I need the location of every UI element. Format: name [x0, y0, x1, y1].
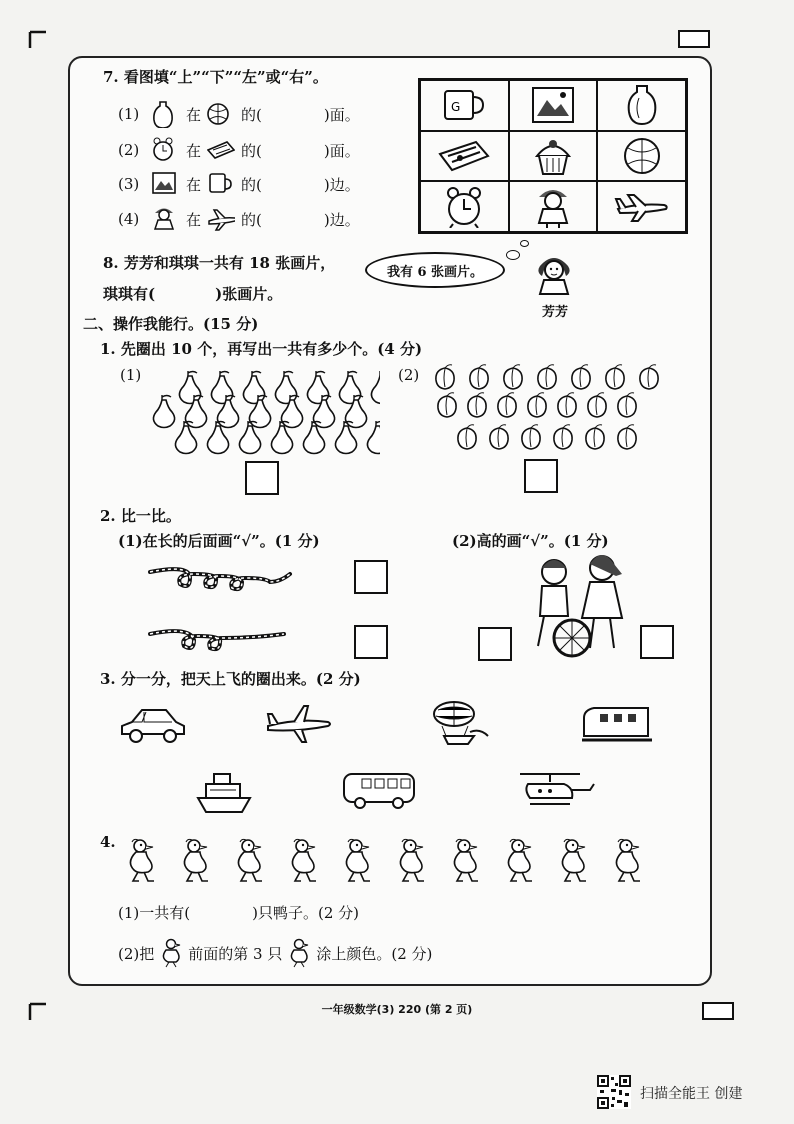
- q7-item-3: [118, 170, 360, 198]
- q8-line2-a: 琪琪有(: [103, 285, 156, 303]
- q7-item-1: [118, 100, 360, 128]
- s2-q1-part2-label: (2): [398, 366, 420, 384]
- long-rope-icon: [148, 558, 308, 594]
- pear-icon[interactable]: [179, 371, 200, 404]
- q7-item-num: (1): [118, 105, 140, 123]
- s2-q1-title: 1. 先圈出 10 个，再写出一共有多少个。(4 分): [100, 340, 423, 358]
- q7-item-num: (2): [118, 141, 140, 159]
- q7-item-zai: 在: [186, 141, 202, 160]
- grid-cell-pencil-case: [420, 131, 509, 182]
- grid-cell-doll: [509, 181, 598, 232]
- short-rope-answer-box[interactable]: [354, 625, 388, 659]
- peach-icon[interactable]: [490, 425, 508, 449]
- s2-q4-sub2-b: 前面的第 3 只: [188, 944, 283, 963]
- peach-group: [428, 362, 668, 458]
- s2-q2-title: 2. 比一比。: [100, 507, 181, 525]
- peach-icon[interactable]: [588, 393, 606, 417]
- hot-air-balloon-icon[interactable]: [428, 698, 492, 746]
- q7-item-zai: 在: [186, 175, 202, 194]
- peach-icon[interactable]: [504, 365, 522, 389]
- pencil-case-icon: [436, 138, 492, 174]
- peach-icon[interactable]: [470, 365, 488, 389]
- pear-icon[interactable]: [339, 371, 360, 404]
- bubble-dot-2: [520, 240, 529, 247]
- duck-row: [118, 834, 648, 892]
- duck-icon[interactable]: [508, 839, 532, 881]
- peach-icon[interactable]: [528, 393, 546, 417]
- helicopter-icon[interactable]: [510, 768, 596, 812]
- small-duck-icon-2: [288, 938, 310, 968]
- duck-icon[interactable]: [562, 839, 586, 881]
- corner-box-top-right: [678, 30, 710, 48]
- long-rope-answer-box[interactable]: [354, 560, 388, 594]
- car-icon[interactable]: [118, 704, 188, 748]
- doll-icon: [533, 185, 573, 229]
- tall-child-answer-box[interactable]: [640, 625, 674, 659]
- svg-text:G: G: [451, 100, 461, 115]
- ball-icon: [622, 136, 662, 176]
- bubble-dot-1: [506, 250, 520, 260]
- bus-icon[interactable]: [342, 770, 418, 810]
- peach-icon[interactable]: [640, 365, 658, 389]
- cup-icon: [439, 87, 489, 123]
- s2-q2-sub2: (2)高的画“√”。(1 分): [452, 532, 609, 550]
- pear-icon[interactable]: [243, 371, 264, 404]
- pear-icon[interactable]: [153, 395, 174, 428]
- q8-line2: [103, 283, 282, 304]
- duck-icon[interactable]: [346, 839, 370, 881]
- s2-q4-num: 4.: [100, 833, 116, 851]
- duck-icon[interactable]: [184, 839, 208, 881]
- short-rope-icon: [148, 620, 298, 656]
- peach-icon[interactable]: [436, 365, 454, 389]
- peach-icon[interactable]: [522, 425, 540, 449]
- speech-bubble: 我有 6 张画片。: [365, 252, 505, 288]
- peach-icon[interactable]: [558, 393, 576, 417]
- q7-item-zai: 在: [186, 210, 202, 229]
- pencil-case-icon: [207, 136, 235, 164]
- plane-icon: [207, 205, 235, 233]
- s2-q4-sub2-c: 涂上颜色。(2 分): [316, 944, 433, 963]
- pear-count-box[interactable]: [245, 461, 279, 495]
- grid-cell-vase: [597, 80, 686, 131]
- q7-item-de: 的(: [241, 141, 262, 160]
- fangfang-girl-icon: [534, 252, 574, 298]
- s2-q4-sub1-b: )只鸭子。(2 分): [252, 904, 359, 922]
- pear-icon[interactable]: [307, 371, 328, 404]
- page-footer: 一年级数学(3) 220 (第 2 页): [321, 1003, 473, 1016]
- doll-icon: [152, 205, 180, 233]
- q7-title: 7. 看图填“上”“下”“左”或“右”。: [103, 68, 328, 86]
- pear-icon[interactable]: [367, 421, 380, 454]
- short-child-answer-box[interactable]: [478, 627, 512, 661]
- pear-icon[interactable]: [211, 371, 232, 404]
- peach-count-box[interactable]: [524, 459, 558, 493]
- cup-icon: [207, 170, 235, 198]
- q7-item-end: )面。: [323, 141, 360, 160]
- q7-item-num: (4): [118, 210, 140, 228]
- peach-icon[interactable]: [554, 425, 572, 449]
- peach-icon[interactable]: [538, 365, 556, 389]
- s2-q4-sub1-a: (1)一共有(: [118, 904, 191, 922]
- pear-icon[interactable]: [275, 371, 296, 404]
- q7-item-de: 的(: [241, 210, 262, 229]
- grid-cell-clock: [420, 181, 509, 232]
- peach-icon[interactable]: [498, 393, 516, 417]
- q7-item-de: 的(: [241, 105, 262, 124]
- q7-item-4: [118, 205, 360, 233]
- s2-q1-part1-label: (1): [120, 366, 142, 384]
- position-picture-grid: [418, 78, 688, 234]
- girl-name-label: 芳芳: [542, 305, 569, 320]
- peach-icon[interactable]: [606, 365, 624, 389]
- s2-q3-title: 3. 分一分，把天上飞的圈出来。(2 分): [100, 670, 361, 688]
- q7-item-de: 的(: [241, 175, 262, 194]
- q7-item-num: (3): [118, 175, 140, 193]
- duck-icon[interactable]: [400, 839, 424, 881]
- q8-line2-b: )张画片。: [215, 285, 283, 303]
- duck-icon[interactable]: [616, 839, 640, 881]
- clock-icon: [152, 136, 180, 164]
- ship-icon[interactable]: [196, 770, 252, 814]
- s2-q4-sub2: [118, 938, 432, 968]
- picture-icon: [152, 170, 180, 198]
- peach-icon[interactable]: [586, 425, 604, 449]
- small-duck-icon: [160, 938, 182, 968]
- ball-icon: [207, 100, 235, 128]
- peach-icon[interactable]: [572, 365, 590, 389]
- q7-item-end: )面。: [323, 105, 360, 124]
- vase-icon: [152, 100, 180, 128]
- duck-icon[interactable]: [238, 839, 262, 881]
- airplane-icon[interactable]: [264, 702, 334, 746]
- q7-item-2: [118, 136, 360, 164]
- duck-icon[interactable]: [292, 839, 316, 881]
- peach-icon[interactable]: [458, 425, 476, 449]
- peach-icon[interactable]: [468, 393, 486, 417]
- grid-cell-ball: [597, 131, 686, 182]
- q8-line1: 8. 芳芳和琪琪一共有 18 张画片，: [103, 254, 336, 272]
- duck-icon[interactable]: [454, 839, 478, 881]
- pear-icon[interactable]: [371, 371, 380, 404]
- picture-icon: [531, 86, 575, 124]
- q7-item-zai: 在: [186, 105, 202, 124]
- corner-mark-top-left: [28, 30, 48, 50]
- q7-item-end: )边。: [323, 210, 360, 229]
- scanner-watermark: 扫描全能王 创建: [640, 1086, 743, 1102]
- grid-cell-cup: [420, 80, 509, 131]
- clock-icon: [444, 186, 484, 228]
- s2-q4-sub1: [118, 902, 359, 923]
- cake-icon: [531, 136, 575, 176]
- plane-icon: [614, 191, 670, 223]
- children-wheelchair-icon: [524, 552, 634, 660]
- peach-icon[interactable]: [618, 425, 636, 449]
- vase-icon: [627, 84, 657, 126]
- s2-q2-sub1: (1)在长的后面画“√”。(1 分): [118, 532, 320, 550]
- grid-cell-plane: [597, 181, 686, 232]
- train-icon[interactable]: [580, 704, 656, 744]
- q7-item-end: )边。: [323, 175, 360, 194]
- peach-icon[interactable]: [618, 393, 636, 417]
- grid-cell-picture: [509, 80, 598, 131]
- section2-title: 二、操作我能行。(15 分): [83, 315, 259, 333]
- pear-group: [140, 364, 380, 460]
- duck-icon[interactable]: [130, 839, 154, 881]
- qr-code-icon: [597, 1075, 631, 1109]
- peach-icon[interactable]: [438, 393, 456, 417]
- s2-q4-sub2-a: (2)把: [118, 944, 155, 963]
- grid-cell-cake: [509, 131, 598, 182]
